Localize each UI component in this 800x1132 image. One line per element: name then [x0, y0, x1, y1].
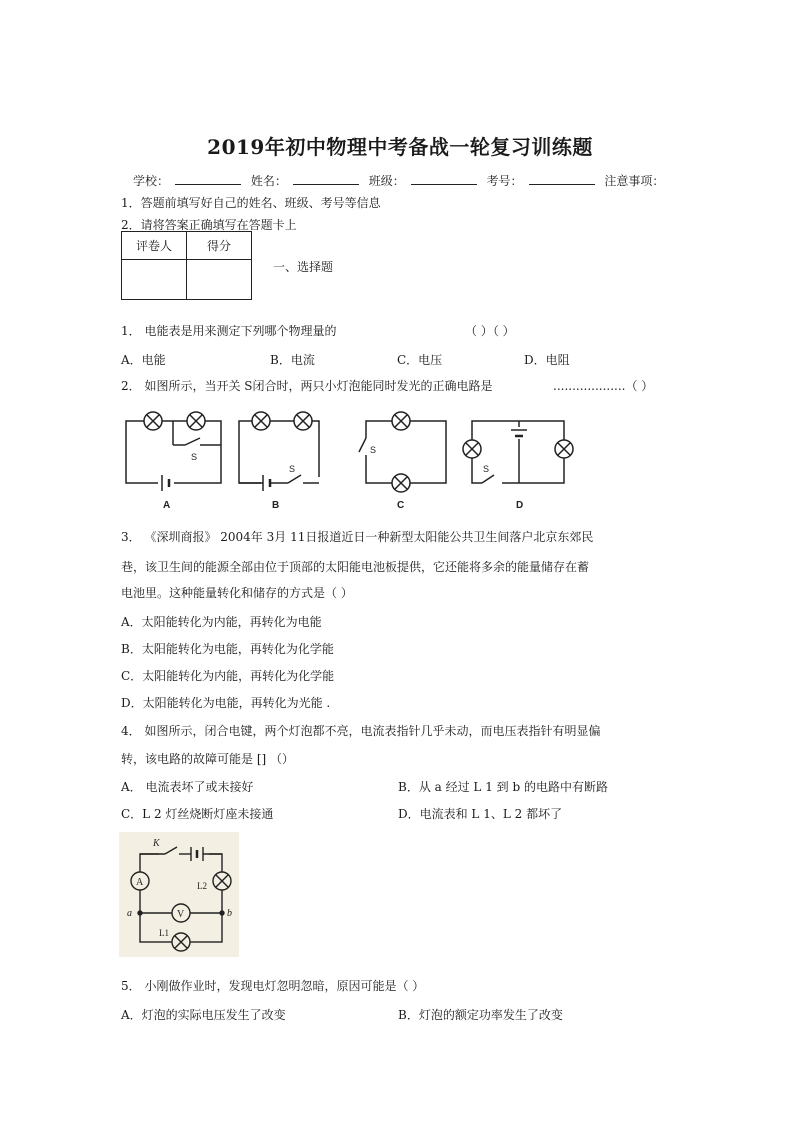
- notes-label: 注意事项：: [604, 174, 665, 188]
- q2-fig-label-a: A: [163, 500, 171, 511]
- section-heading: 一、选择题: [273, 260, 334, 274]
- q5-option-a[interactable]: A．灯泡的实际电压发生了改变: [121, 1008, 286, 1022]
- q1-option-b[interactable]: B．电流: [270, 353, 315, 367]
- score-header: 得分: [187, 232, 252, 260]
- q3-line-2: 巷，该卫生间的能源全部由位于顶部的太阳能电池板提供，它还能将多余的能量储存在蓄: [121, 560, 590, 574]
- q3-option-a[interactable]: A．太阳能转化为内能，再转化为电能: [121, 615, 322, 629]
- q2-stem: 2． 如图所示，当开关 S闭合时，两只小灯泡能同时发光的正确电路是: [121, 379, 493, 393]
- q4-line-2: 转，该电路的故障可能是 [] （）: [121, 752, 294, 766]
- q4-label-k: K: [153, 838, 160, 849]
- class-label: 班级：: [368, 174, 405, 188]
- q4-option-a[interactable]: A． 电流表坏了或未接好: [121, 780, 254, 794]
- name-label: 姓名：: [250, 174, 287, 188]
- q1-option-a[interactable]: A．电能: [121, 353, 166, 367]
- circuit-d: [463, 421, 573, 489]
- page-title: 2019年初中物理中考备战一轮复习训练题: [207, 135, 593, 159]
- q1-bracket: （ ）（ ）: [465, 324, 515, 338]
- q4-circuit-figure: [119, 832, 239, 957]
- q2-switch-label-d: S: [483, 464, 490, 474]
- name-blank[interactable]: [293, 174, 359, 185]
- q4-label-l1: L1: [159, 928, 169, 938]
- grader-header: 评卷人: [122, 232, 187, 260]
- q1-option-c[interactable]: C．电压: [397, 353, 443, 367]
- q2-dots: ...................（ ）: [553, 379, 654, 393]
- q2-fig-label-d: D: [516, 500, 524, 511]
- q1-option-d[interactable]: D．电阻: [524, 353, 570, 367]
- note-2: 2．请将答案正确填写在答题卡上: [121, 218, 297, 232]
- q2-switch-label-a: S: [191, 452, 198, 462]
- q4-option-d[interactable]: D．电流表和 L 1、L 2 都坏了: [398, 807, 563, 821]
- grade-table: [121, 231, 252, 300]
- q4-option-b[interactable]: B．从 a 经过 L 1 到 b 的电路中有断路: [398, 780, 608, 794]
- q3-line-3: 电池里。这种能量转化和储存的方式是（ ）: [121, 586, 353, 600]
- q4-label-a: a: [127, 908, 132, 919]
- q2-fig-label-b: B: [272, 500, 280, 511]
- q4-label-l2: L2: [197, 881, 207, 891]
- q5-option-b[interactable]: B．灯泡的额定功率发生了改变: [398, 1008, 563, 1022]
- q2-fig-label-c: C: [397, 500, 405, 511]
- q2-switch-label-b: S: [289, 464, 296, 474]
- exam-no-blank[interactable]: [529, 174, 595, 185]
- q3-option-d[interactable]: D．太阳能转化为电能，再转化为光能 .: [121, 696, 331, 710]
- q4-line-1: 4． 如图所示，闭合电键，两个灯泡都不亮，电流表指针几乎未动，而电压表指针有明显偏: [121, 724, 601, 738]
- q2-switch-label-c: S: [370, 445, 377, 455]
- q3-option-b[interactable]: B．太阳能转化为电能，再转化为化学能: [121, 642, 334, 656]
- q2-circuit-figure: [118, 405, 588, 515]
- exam-no-label: 考号：: [486, 174, 523, 188]
- info-line: [133, 172, 664, 189]
- q4-label-voltmeter: V: [177, 909, 185, 920]
- class-blank[interactable]: [411, 174, 477, 185]
- q4-option-c[interactable]: C．L 2 灯丝烧断灯座未接通: [121, 807, 274, 821]
- note-1: 1．答题前填写好自己的姓名、班级、考号等信息: [121, 196, 381, 210]
- school-blank[interactable]: [175, 174, 241, 185]
- q3-option-c[interactable]: C．太阳能转化为内能，再转化为化学能: [121, 669, 335, 683]
- school-label: 学校：: [133, 174, 170, 188]
- score-cell[interactable]: [187, 260, 252, 300]
- q4-label-b: b: [227, 908, 232, 919]
- q5-stem: 5． 小刚做作业时，发现电灯忽明忽暗，原因可能是（ ）: [121, 979, 425, 993]
- circuit-a: [126, 412, 221, 491]
- q1-stem: 1． 电能表是用来测定下列哪个物理量的: [121, 324, 337, 338]
- circuit-b: [239, 412, 321, 491]
- grader-cell[interactable]: [122, 260, 187, 300]
- q4-label-ammeter: A: [136, 877, 144, 888]
- q3-line-1: 3． 《深圳商报》 2004年 3月 11日报道近日一种新型太阳能公共卫生间落户北京东郊民: [121, 530, 594, 544]
